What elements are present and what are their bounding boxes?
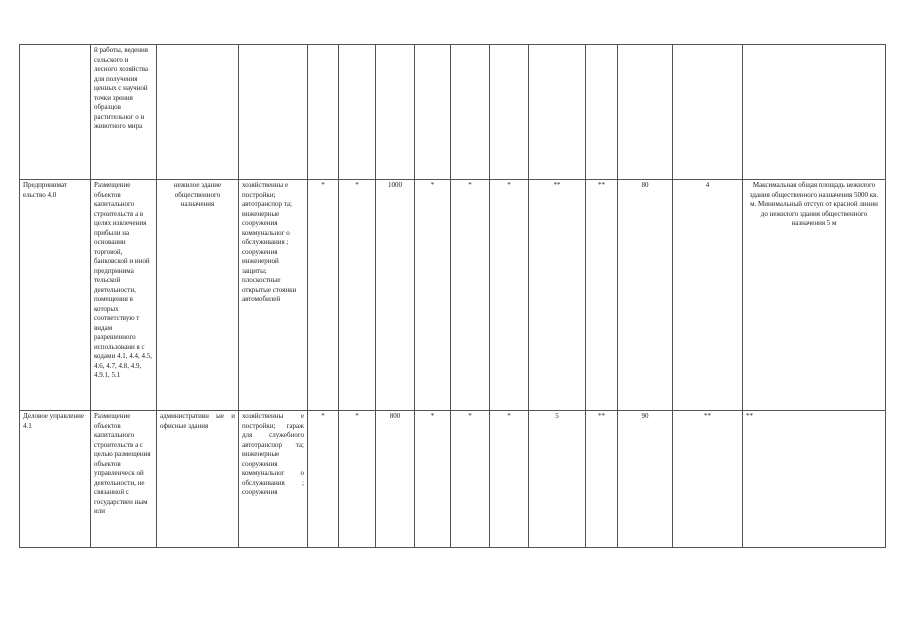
param-cell: ** bbox=[673, 411, 743, 548]
param-cell: * bbox=[308, 180, 339, 411]
notes-cell: ** bbox=[743, 411, 886, 548]
param-cell bbox=[618, 45, 673, 180]
param-cell: 1000 bbox=[376, 180, 415, 411]
param-cell: 80 bbox=[618, 180, 673, 411]
zone-name-cell: Деловое управление 4.1 bbox=[20, 411, 91, 548]
param-cell: * bbox=[490, 411, 529, 548]
param-cell: ** bbox=[529, 180, 586, 411]
param-cell bbox=[308, 45, 339, 180]
table-row bbox=[20, 180, 886, 411]
param-cell: ** bbox=[586, 180, 618, 411]
aux-use-cell: хозяйственны е постройки; автотранспор та; инженерные сооружения коммунальног о обслуживания ; сооружения инженерной защиты; плоскостные открытые стоянки автомобилей bbox=[239, 180, 308, 411]
main-use-cell: административн ые и офисные здания bbox=[157, 411, 239, 548]
param-cell: * bbox=[451, 411, 490, 548]
table-row bbox=[20, 411, 886, 548]
aux-use-cell: хозяйственны е постройки; гараж для служебного автотранспор та; инженерные сооружения коммунальног о обслуживания ; сооружения bbox=[239, 411, 308, 548]
notes-cell: Максимальная общая площадь нежилого здания общественного назначения 5000 кв. м. Минимальный отступ от красной линии до нежилого здания общественного назначения 5 м bbox=[743, 180, 886, 411]
param-cell bbox=[339, 45, 376, 180]
param-cell bbox=[673, 45, 743, 180]
param-cell bbox=[415, 45, 451, 180]
main-use-cell bbox=[157, 45, 239, 180]
param-cell: * bbox=[415, 411, 451, 548]
param-cell: 800 bbox=[376, 411, 415, 548]
param-cell: * bbox=[415, 180, 451, 411]
param-cell: * bbox=[308, 411, 339, 548]
param-cell bbox=[490, 45, 529, 180]
main-use-cell: нежилое здание общественного назначения bbox=[157, 180, 239, 411]
table-row bbox=[20, 45, 886, 180]
param-cell: * bbox=[339, 180, 376, 411]
zone-description-cell: Размещение объектов капитального строительств а с целью размещения объектов управленческ ой деятельности, не связанной с государствен ным или bbox=[91, 411, 157, 548]
param-cell bbox=[376, 45, 415, 180]
param-cell bbox=[529, 45, 586, 180]
zone-description-cell: Размещение объектов капитального строительств а в целях извлечения прибыли на основании торговой, банковской и иной предпринима тельской деятельности, помещения в которых соответствую т видам разрешенного использовани я с кодами 4.1, 4.4, 4.5, 4.6, 4.7, 4.8, 4.9, 4.9.1, 5.1 bbox=[91, 180, 157, 411]
zone-description-cell: й работы, ведения сельского и лесного хозяйства для получения ценных с научной точки зрения образцов растительног о и животного мира bbox=[91, 45, 157, 180]
param-cell: * bbox=[451, 180, 490, 411]
param-cell: 5 bbox=[529, 411, 586, 548]
param-cell: * bbox=[339, 411, 376, 548]
aux-use-cell bbox=[239, 45, 308, 180]
param-cell bbox=[451, 45, 490, 180]
param-cell: ** bbox=[586, 411, 618, 548]
zone-name-cell: Предпринимат ельство 4.0 bbox=[20, 180, 91, 411]
land-use-table bbox=[19, 44, 886, 548]
zone-name-cell bbox=[20, 45, 91, 180]
param-cell: * bbox=[490, 180, 529, 411]
notes-cell bbox=[743, 45, 886, 180]
param-cell: 90 bbox=[618, 411, 673, 548]
param-cell bbox=[586, 45, 618, 180]
param-cell: 4 bbox=[673, 180, 743, 411]
